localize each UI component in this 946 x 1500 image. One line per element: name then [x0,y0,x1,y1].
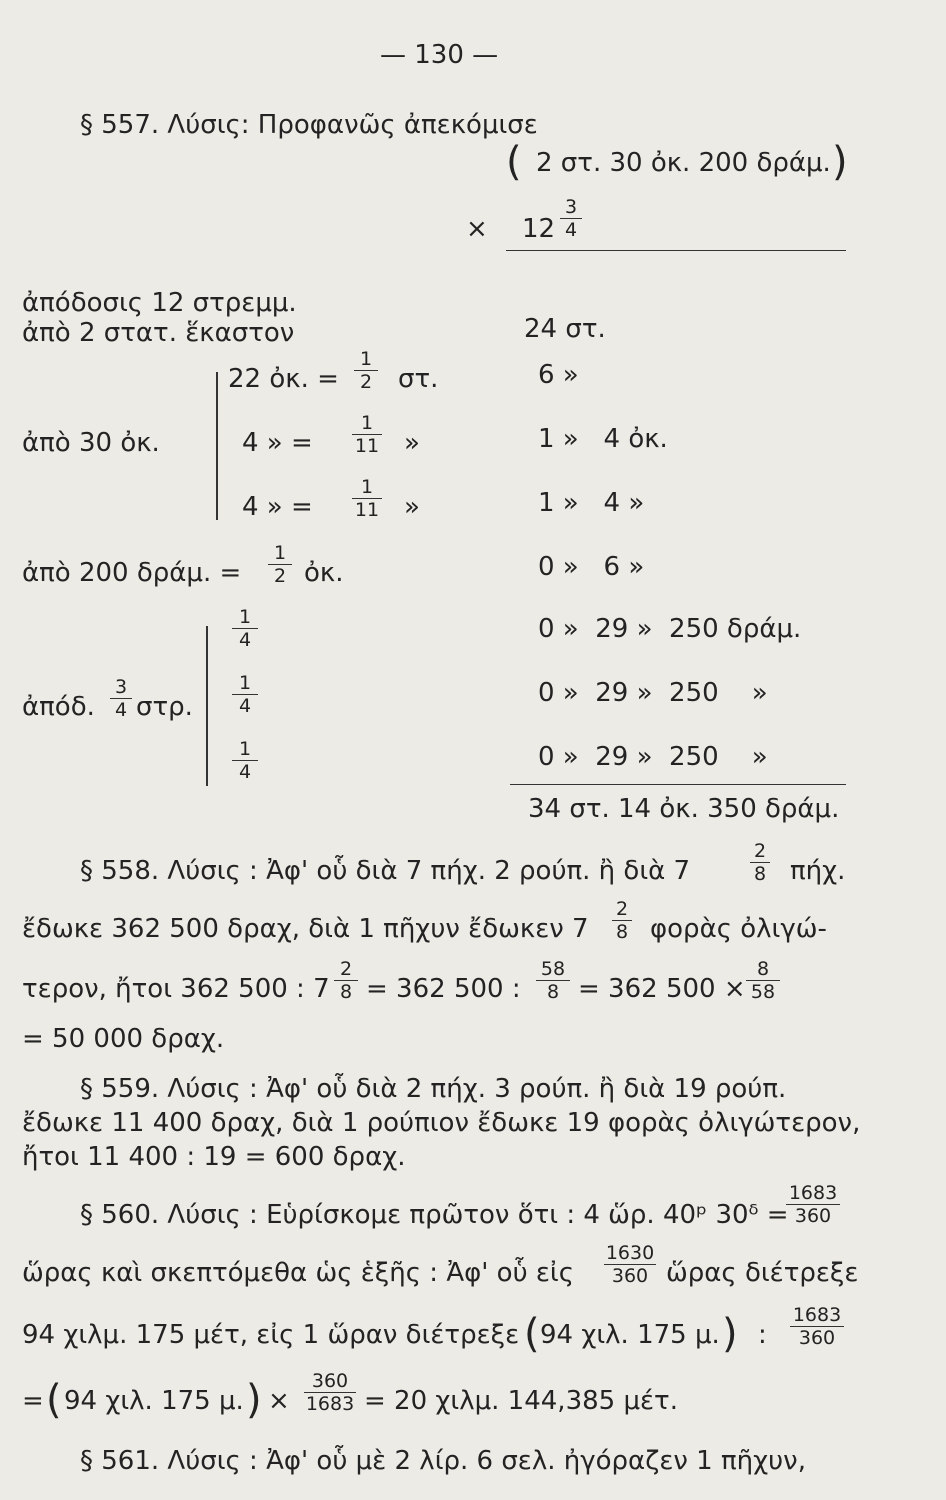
partial-1: 24 στ. [524,314,606,344]
partial-5: 0 » 6 » [538,552,645,582]
numerator: 2 [339,958,353,980]
partial-3: 1 » 4 ὀκ. [538,424,668,454]
s560-line3a: 94 χιλμ. 175 μέτ, εἰς 1 ὥραν διέτρεξε [22,1320,520,1350]
paren-close: ) [722,1311,738,1357]
s558-frac-2-8-b [612,898,632,943]
brace-quarters [206,626,208,786]
row-22ok: 22 ὀκ. = [228,364,339,394]
numerator: 1 [238,672,252,694]
partial-2: 6 » [538,360,579,390]
multiplier-numerator: 3 [564,196,578,218]
numerator: 1 [360,412,374,434]
s560-frac-1683-360-a [786,1182,840,1227]
s560-line4a: = [22,1386,44,1416]
from-200-unit: ὀκ. [304,558,344,588]
denominator: 8 [750,862,770,885]
partial-8: 0 » 29 » 250 » [538,742,768,772]
s559-line3: ἤτοι 11 400 : 19 = 600 δραχ. [22,1142,406,1172]
times-sign: × [466,214,488,244]
denominator: 360 [604,1264,656,1287]
sum-rule [510,784,846,785]
paren-open: ( [506,139,522,185]
s558-line3a: τερον, ἤτοι 362 500 : 7 [22,974,330,1004]
row-4ok-b: 4 » = [242,492,313,522]
multiplication-rule [506,250,846,251]
s558-frac-2-8-a [750,840,770,885]
s558-line2: ἔδωκε 362 500 δραχ, διὰ 1 πῆχυν ἔδωκεν 7 [22,914,589,944]
row-4ok-a: 4 » = [242,428,313,458]
brace-30 [216,372,218,520]
numerator: 2 [615,898,629,920]
quarter-1 [232,606,258,651]
s558-frac-8-58 [746,958,780,1003]
denominator: 8 [334,980,358,1003]
numerator: 1 [238,738,252,760]
s560-frac-360-1683 [304,1370,356,1415]
apod-label: ἀπόδ. [22,692,95,722]
s558-line1: § 558. Λύσις : Ἀφ' οὗ διὰ 7 πήχ. 2 ρούπ. ἢ διὰ 7 [80,856,691,886]
denominator: 58 [746,980,780,1003]
numerator: 8 [756,958,770,980]
s558-line4: = 50 000 δραχ. [22,1024,225,1054]
multiplier-denominator: 4 [560,218,582,241]
sum-total: 34 στ. 14 ὀκ. 350 δράμ. [528,794,840,824]
denominator: 11 [352,498,382,521]
s560-line4p: 94 χιλ. 175 μ. [64,1386,244,1416]
from-30ok-label: ἀπὸ 30 ὀκ. [22,428,160,458]
numerator: 360 [311,1370,349,1392]
numerator: 1683 [788,1182,838,1204]
denominator: 2 [268,564,292,587]
numerator: 58 [540,958,566,980]
denominator: 360 [790,1326,844,1349]
s558-line2-end: φορὰς ὀλιγώ- [650,914,827,944]
denominator: 4 [110,698,132,721]
multiplicand: 2 στ. 30 ὀκ. 200 δράμ. [536,148,831,178]
denominator: 4 [232,628,258,651]
frac-1-2-b [268,542,292,587]
s558-line3c: = 362 500 × [578,974,746,1004]
frac-3-4-apod [110,676,132,721]
s558-line1-end: πήχ. [790,856,846,886]
paren-close: ) [246,1377,262,1423]
s560-line2a: ὥρας καὶ σκεπτόμεθα ὡς ἑξῆς : Ἀφ' οὗ εἰς [22,1258,574,1288]
numerator: 1 [359,348,373,370]
s560-line4c: = 20 χιλμ. 144,385 μέτ. [364,1386,678,1416]
multiplier-whole: 12 [522,214,556,244]
s560-line2b: ὥρας διέτρεξε [666,1258,859,1288]
partial-4: 1 » 4 » [538,488,645,518]
denominator: 1683 [305,1393,355,1415]
numerator: 1 [360,476,374,498]
denominator: 11 [352,434,382,457]
paren-open: ( [524,1311,540,1357]
numerator: 1683 [792,1304,842,1326]
denominator: 2 [354,370,378,393]
paren-close: ) [832,139,848,185]
s560-frac-1630-360 [604,1242,656,1287]
s560-line3p: 94 χιλ. 175 μ. [540,1320,720,1350]
numerator: 1 [238,606,252,628]
s559-line1: § 559. Λύσις : Ἀφ' οὗ διὰ 2 πήχ. 3 ρούπ. ἢ διὰ 19 ρούπ. [80,1074,787,1104]
s558-frac-2-8-c [334,958,358,1003]
frac-1-11-a [352,412,382,457]
frac-1-11-b [352,476,382,521]
yield-line: ἀπόδοσις 12 στρεμμ. [22,288,297,318]
row-4ok-b-unit: » [404,492,420,522]
s558-frac-58-8 [536,958,570,1003]
multiplier-fraction [560,196,582,241]
s561-line1: § 561. Λύσις : Ἀφ' οὗ μὲ 2 λίρ. 6 σελ. ἠγόραζεν 1 πῆχυν, [80,1446,806,1476]
s558-line3b: = 362 500 : [366,974,521,1004]
denominator: 360 [786,1204,840,1227]
denominator: 4 [232,694,258,717]
partial-7: 0 » 29 » 250 » [538,678,768,708]
denominator: 8 [612,920,632,943]
quarter-2 [232,672,258,717]
s560-line1: § 560. Λύσις : Εὑρίσκομε πρῶτον ὅτι : 4 ὥρ. 40ᵖ 30ᵟ = [80,1200,789,1230]
s560-line4b: × [268,1386,290,1416]
s559-line2: ἔδωκε 11 400 δραχ, διὰ 1 ρούπιον ἔδωκε 19 φορὰς ὀλιγώτερον, [22,1108,861,1138]
paren-open: ( [46,1377,62,1423]
section-557-heading: § 557. Λύσις: Προφανῶς ἀπεκόμισε [80,110,538,140]
denominator: 4 [232,760,258,783]
denominator: 8 [536,980,570,1003]
numerator: 1 [273,542,287,564]
numerator: 2 [753,840,767,862]
apod-unit: στρ. [136,692,193,722]
page-number: — 130 — [380,40,499,70]
from-2-line: ἀπὸ 2 στατ. ἕκαστον [22,318,295,348]
frac-1-2-a [354,348,378,393]
s560-frac-1683-360-b [790,1304,844,1349]
row-22ok-unit: στ. [398,364,439,394]
partial-6: 0 » 29 » 250 δράμ. [538,614,802,644]
from-200-line: ἀπὸ 200 δράμ. = [22,558,242,588]
numerator: 3 [114,676,128,698]
quarter-3 [232,738,258,783]
s560-line3b: : [758,1320,767,1350]
row-4ok-a-unit: » [404,428,420,458]
numerator: 1630 [605,1242,655,1264]
